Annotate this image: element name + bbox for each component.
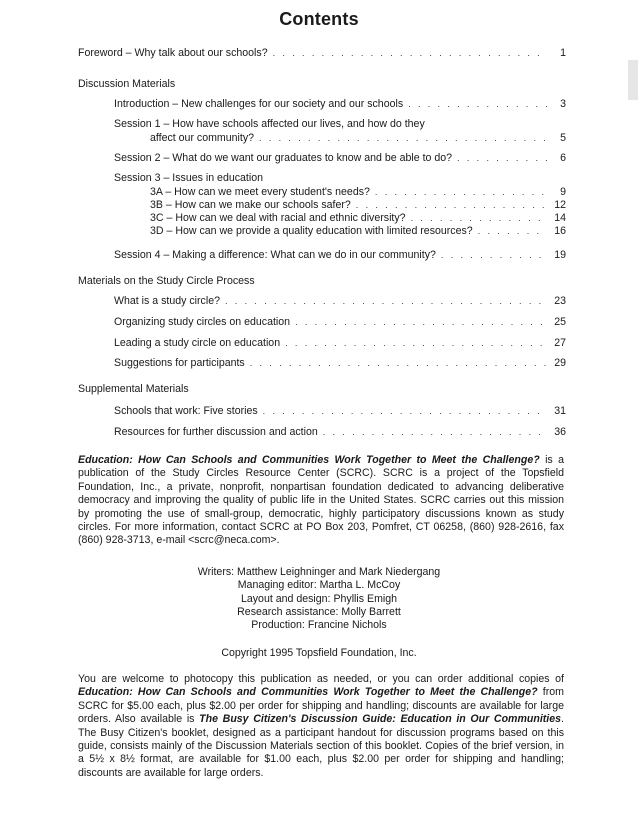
copyright-notice: Copyright 1995 Topsfield Foundation, Inc.: [221, 647, 417, 659]
about-paragraph: [78, 454, 564, 548]
credits-block: [0, 566, 638, 632]
toc-leader: [411, 212, 547, 225]
page-title: Contents: [279, 9, 359, 29]
toc-entry-suggestions[interactable]: [114, 357, 566, 370]
credit-research: Research assistance: Molly Barrett: [237, 605, 401, 618]
toc-leader: [441, 249, 547, 262]
toc-entry-session1-line1[interactable]: Session 1 – How have schools affected our lives, and how do they: [114, 118, 425, 130]
toc-leader: [250, 357, 547, 370]
toc-label: 3A – How can we meet every student's needs?: [150, 186, 370, 198]
toc-entry-what-is[interactable]: [114, 295, 566, 308]
toc-entry-3c[interactable]: [150, 212, 566, 225]
ordering-text-3: . The Busy Citizen's booklet, designed as a participant handout for discussion programs based on this guide, consists mainly of the Discussion Materials section of this booklet. Copies of the brief version, in a 5½ x 8½ format, are available for $1.00 each, plus $2.00 per order for shipping and handling; discounts are available for large orders.: [78, 713, 564, 779]
toc-entry-session1[interactable]: [150, 132, 566, 145]
toc-label: Suggestions for participants: [114, 357, 245, 369]
toc-entry-resources[interactable]: [114, 426, 566, 439]
toc-entry-leading[interactable]: [114, 337, 566, 350]
toc-page-number: 3: [560, 98, 566, 110]
toc-page-number: 27: [554, 337, 566, 349]
toc-label: Resources for further discussion and action: [114, 426, 318, 438]
toc-leader: [295, 316, 547, 329]
toc-label: What is a study circle?: [114, 295, 220, 307]
toc-page-number: 36: [554, 426, 566, 438]
credit-writers: Writers: Matthew Leighninger and Mark Niedergang: [197, 566, 441, 578]
toc-entry-foreword[interactable]: [78, 47, 566, 60]
toc-page-number: 31: [554, 405, 566, 417]
toc-leader: [457, 152, 547, 165]
toc-page-number: 19: [554, 249, 566, 261]
toc-label: 3C – How can we deal with racial and ethnic diversity?: [150, 212, 406, 224]
toc-entry-3b[interactable]: [150, 199, 566, 212]
toc-page-number: 14: [554, 212, 566, 224]
toc-page-number: 1: [560, 47, 566, 59]
toc-page-number: 12: [554, 199, 566, 211]
credit-editor: Managing editor: Martha L. McCoy: [237, 579, 401, 592]
toc-leader: [259, 132, 547, 145]
toc-page-number: 23: [554, 295, 566, 307]
toc-leader: [263, 405, 547, 418]
toc-leader: [375, 186, 547, 199]
ordering-title-2: The Busy Citizen's Discussion Guide: Education in Our Communities: [199, 713, 562, 726]
ordering-paragraph: [78, 673, 564, 780]
toc-page-number: 9: [560, 186, 566, 198]
toc-label: Session 2 – What do we want our graduates to know and be able to do?: [114, 152, 453, 164]
toc-page-number: 29: [554, 357, 566, 369]
toc-label: Schools that work: Five stories: [114, 405, 258, 417]
toc-label: Foreword – Why talk about our schools?: [78, 47, 268, 59]
toc-label: Leading a study circle on education: [114, 337, 281, 349]
toc-leader: [356, 199, 547, 212]
toc-label: Session 4 – Making a difference: What can we do in our community?: [114, 249, 436, 261]
toc-label: affect our community?: [150, 132, 255, 144]
toc-entry-introduction[interactable]: [114, 98, 566, 111]
toc-entry-organizing[interactable]: [114, 316, 566, 329]
ordering-title-1: Education: How Can Schools and Communities Work Together to Meet the Challenge?: [78, 686, 538, 699]
toc-entry-session2[interactable]: [114, 152, 566, 165]
toc-leader: [273, 47, 547, 60]
toc-leader: [225, 295, 547, 308]
scan-edge-shadow: [628, 60, 638, 100]
toc-label: Organizing study circles on education: [114, 316, 291, 328]
toc-page-number: 6: [560, 152, 566, 164]
toc-leader: [478, 225, 547, 238]
ordering-text-1: You are welcome to photocopy this publication as needed, or you can order additional copies of: [78, 673, 564, 685]
ordering-text-2: from SCRC for $5.00 each, plus $2.00 per order for shipping and handling; discounts are available for large orders. Also available is: [78, 686, 564, 726]
toc-entry-session3[interactable]: Session 3 – Issues in education: [114, 172, 263, 184]
toc-page-number: 5: [560, 132, 566, 144]
toc-page-number: 25: [554, 316, 566, 328]
section-heading-process: Materials on the Study Circle Process: [78, 275, 255, 287]
about-text: is a publication of the Study Circles Resource Center (SCRC). SCRC is a project of the Topsfield Foundation, Inc., a private, nonprofit, nonpartisan foundation dedicated to advancing deliberative democracy and improving the quality of public life in the United States. SCRC carries out this mission by promoting the use of small-group, democratic, highly participatory discussions known as study circles. For more information, contact SCRC at PO Box 203, Pomfret, CT 06258, (860) 928-2616, fax (860) 928-3713, e-mail <scrc@neca.com>.: [78, 454, 564, 547]
publication-title: Education: How Can Schools and Communities Work Together to Meet the Challenge?: [78, 454, 540, 466]
credit-layout: Layout and design: Phyllis Emigh: [240, 592, 398, 605]
toc-entry-session4[interactable]: [114, 249, 566, 262]
toc-leader: [285, 337, 547, 350]
toc-label: 3D – How can we provide a quality education with limited resources?: [150, 225, 473, 237]
section-heading-supplemental: Supplemental Materials: [78, 383, 189, 395]
toc-label: Introduction – New challenges for our society and our schools: [114, 98, 404, 110]
toc-entry-3a[interactable]: [150, 186, 566, 199]
toc-page-number: 16: [554, 225, 566, 237]
toc-leader: [408, 98, 547, 111]
toc-entry-schools-work[interactable]: [114, 405, 566, 418]
section-heading-discussion: Discussion Materials: [78, 78, 176, 90]
toc-leader: [323, 426, 547, 439]
credit-production: Production: Francine Nichols: [251, 619, 387, 632]
toc-entry-3d[interactable]: [150, 225, 566, 238]
toc-label: 3B – How can we make our schools safer?: [150, 199, 351, 211]
